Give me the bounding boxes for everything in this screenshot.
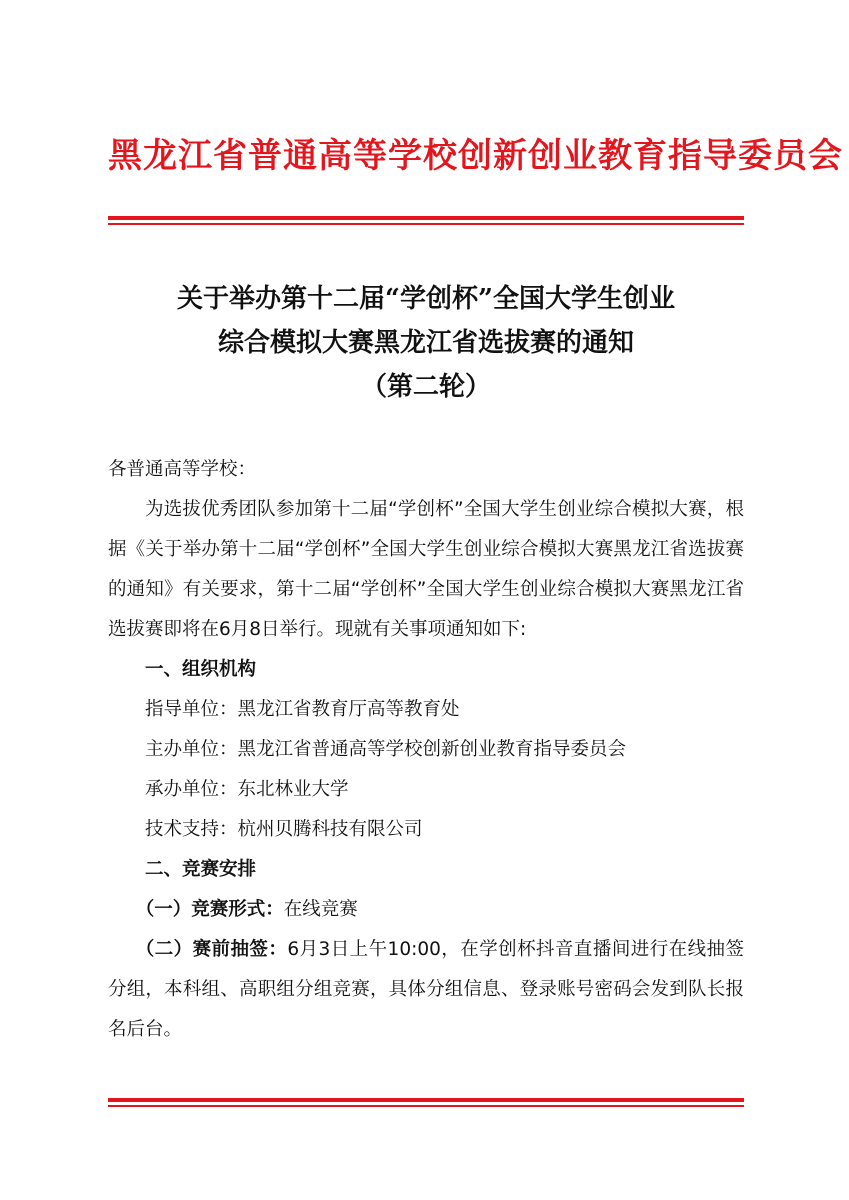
pre-draw: [108, 930, 744, 1050]
notice-title: [108, 277, 744, 409]
competition-format: [108, 890, 744, 930]
title-line-3: （第二轮）: [360, 372, 491, 402]
title-line-2: 综合模拟大赛黑龙江省选拔赛的通知: [217, 328, 634, 358]
pre-draw-label: （二）赛前抽签：: [135, 939, 288, 960]
org-item-host: 主办单位：黑龙江省普通高等学校创新创业教育指导委员会: [145, 739, 627, 760]
competition-format-label: （一）竞赛形式：: [135, 899, 284, 920]
competition-format-value: 在线竞赛: [283, 899, 358, 920]
title-line-1: 关于举办第十二届“学创杯”全国大学生创业: [177, 284, 675, 314]
section-2-heading: 二、竞赛安排: [145, 859, 257, 880]
section-1-heading: 一、组织机构: [145, 659, 257, 680]
org-masthead: 黑龙江省普通高等学校创新创业教育指导委员会: [108, 136, 843, 176]
header-divider: [108, 216, 744, 225]
pre-draw-text: 6月3日上午10:00，在学创杯抖音直播间进行在线抽签分组，本科组、高职组分组竞赛，具体分组信息、登录账号密码会发到队长报名后台。: [108, 939, 744, 1040]
notice-body: [108, 450, 744, 1050]
footer-divider: [108, 1098, 744, 1107]
intro-paragraph: 为选拔优秀团队参加第十二届“学创杯”全国大学生创业综合模拟大赛，根据《关于举办第十二届“学创杯”全国大学生创业综合模拟大赛黑龙江省选拔赛的通知》有关要求，第十二届“学创杯”全国大学生创业综合模拟大赛黑龙江省选拔赛即将在6月8日举行。现就有关事项通知如下:: [108, 499, 744, 640]
salutation: 各普通高等学校：: [108, 459, 257, 480]
org-item-guide: 指导单位：黑龙江省教育厅高等教育处: [145, 699, 460, 720]
org-item-tech-support: 技术支持：杭州贝腾科技有限公司: [145, 819, 423, 840]
org-item-organizer: 承办单位：东北林业大学: [145, 779, 349, 800]
